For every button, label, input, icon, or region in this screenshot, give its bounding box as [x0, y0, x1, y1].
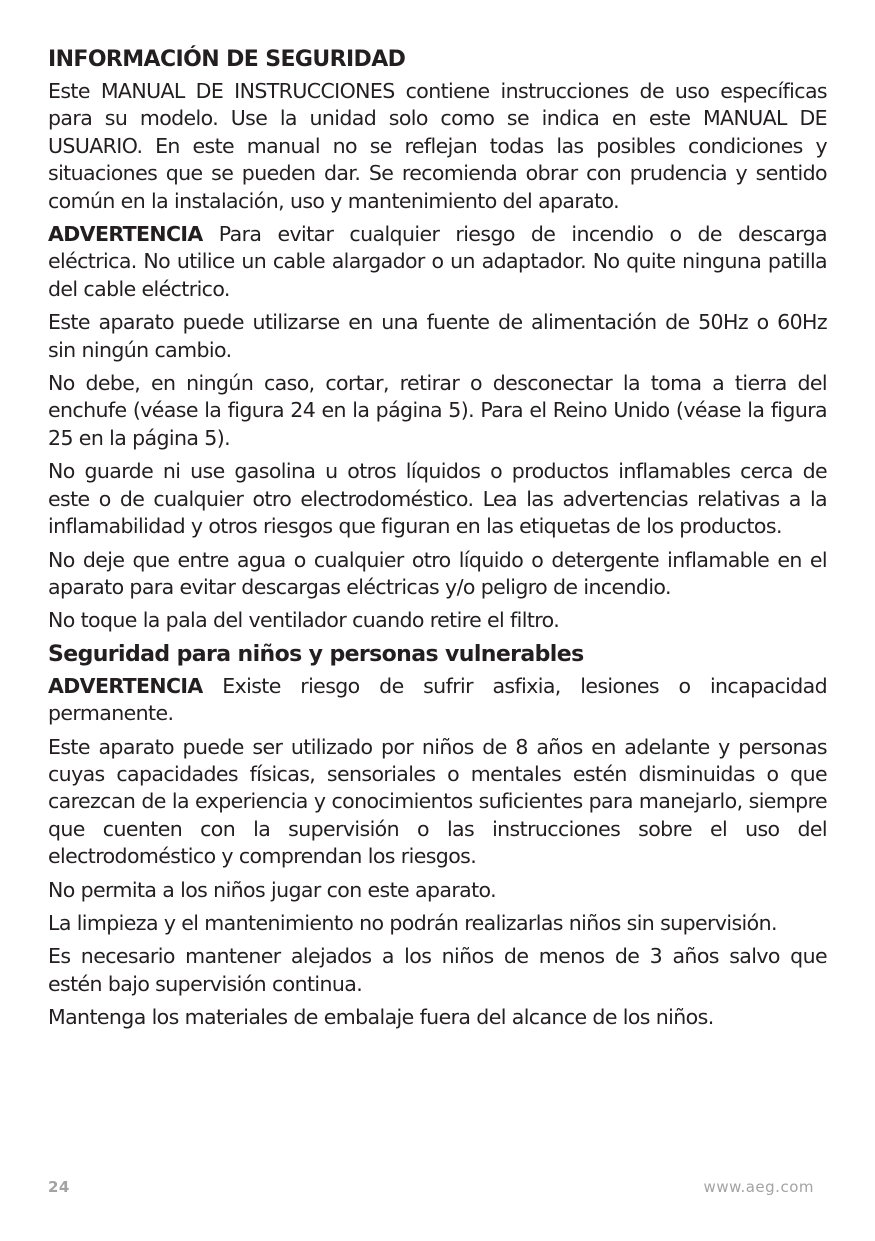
page-number: 24 — [48, 1178, 70, 1196]
paragraph-text: Para evitar cualquier riesgo de incendio o de descarga eléctrica. No utilice un cable alargador o un adaptador. No quite ninguna patilla del cable eléctrico. — [48, 222, 827, 301]
section-heading: INFORMACIÓN DE SEGURIDAD — [48, 47, 406, 72]
paragraph-text: Es necesario mantener alejados a los niños de menos de 3 años salvo que estén bajo supervisión continua. — [48, 944, 827, 996]
paragraph-text: No debe, en ningún caso, cortar, retirar o desconectar la toma a tierra del enchufe (véase la figura 24 en la página 5). Para el Reino Unido (véase la figura 25 en la página 5). — [48, 371, 827, 450]
paragraph — [48, 943, 827, 998]
paragraph-text: No permita a los niños jugar con este aparato. — [48, 877, 497, 902]
paragraph — [48, 1004, 827, 1031]
subsection-heading: Seguridad para niños y personas vulnerables — [48, 641, 584, 667]
paragraph-text: La limpieza y el mantenimiento no podrán realizarlas niños sin supervisión. — [48, 910, 777, 935]
paragraph — [48, 221, 827, 303]
paragraph-text: No guarde ni use gasolina u otros líquidos o productos inflamables cerca de este o de cualquier otro electrodoméstico. Lea las advertencias relativas a la inflamabilidad y otros riesgos que figuran en las etiquetas de los productos. — [48, 459, 827, 539]
paragraph — [48, 547, 827, 602]
paragraph-text: Este aparato puede ser utilizado por niños de 8 años en adelante y personas cuyas capacidades físicas, sensoriales o mentales estén disminuidas o que carezcan de la experiencia y conocimientos suficientes para manejarlo, siempre que cuenten con la supervisión o las instrucciones sobre el uso del electrodoméstico y comprendan los riesgos. — [48, 734, 827, 869]
paragraph-text: Este MANUAL DE INSTRUCCIONES contiene instrucciones de uso específicas para su modelo. Use la unidad solo como se indica en este MANUAL DE USUARIO. En este manual no se reflejan todas las posibles condiciones y situaciones que se pueden dar. Se recomienda obrar con prudencia y sentido común en la instalación, uso y mantenimiento del aparato. — [48, 79, 827, 213]
paragraph-text: No toque la pala del ventilador cuando retire el filtro. — [48, 608, 560, 633]
paragraph — [48, 877, 827, 904]
warning-label: ADVERTENCIA — [48, 673, 203, 698]
paragraph-text: Existe riesgo de sufrir asfixia, lesiones o incapacidad permanente. — [48, 673, 827, 726]
page-content — [48, 46, 827, 1038]
paragraph-text: Este aparato puede utilizarse en una fuente de alimentación de 50Hz o 60Hz sin ningún cambio. — [48, 310, 827, 362]
website-url: www.aeg.com — [703, 1178, 814, 1196]
paragraph — [48, 458, 827, 540]
paragraph — [48, 910, 827, 937]
paragraph-text: No deje que entre agua o cualquier otro líquido o detergente inflamable en el aparato para evitar descargas eléctricas y/o peligro de incendio. — [48, 547, 827, 599]
paragraph-text: Mantenga los materiales de embalaje fuera del alcance de los niños. — [48, 1005, 714, 1030]
paragraph — [48, 78, 827, 215]
paragraph — [48, 734, 827, 871]
paragraph — [48, 673, 827, 728]
paragraph — [48, 370, 827, 452]
page-footer — [48, 1178, 814, 1196]
warning-label: ADVERTENCIA — [48, 222, 203, 247]
paragraph — [48, 607, 827, 634]
paragraph — [48, 309, 827, 364]
